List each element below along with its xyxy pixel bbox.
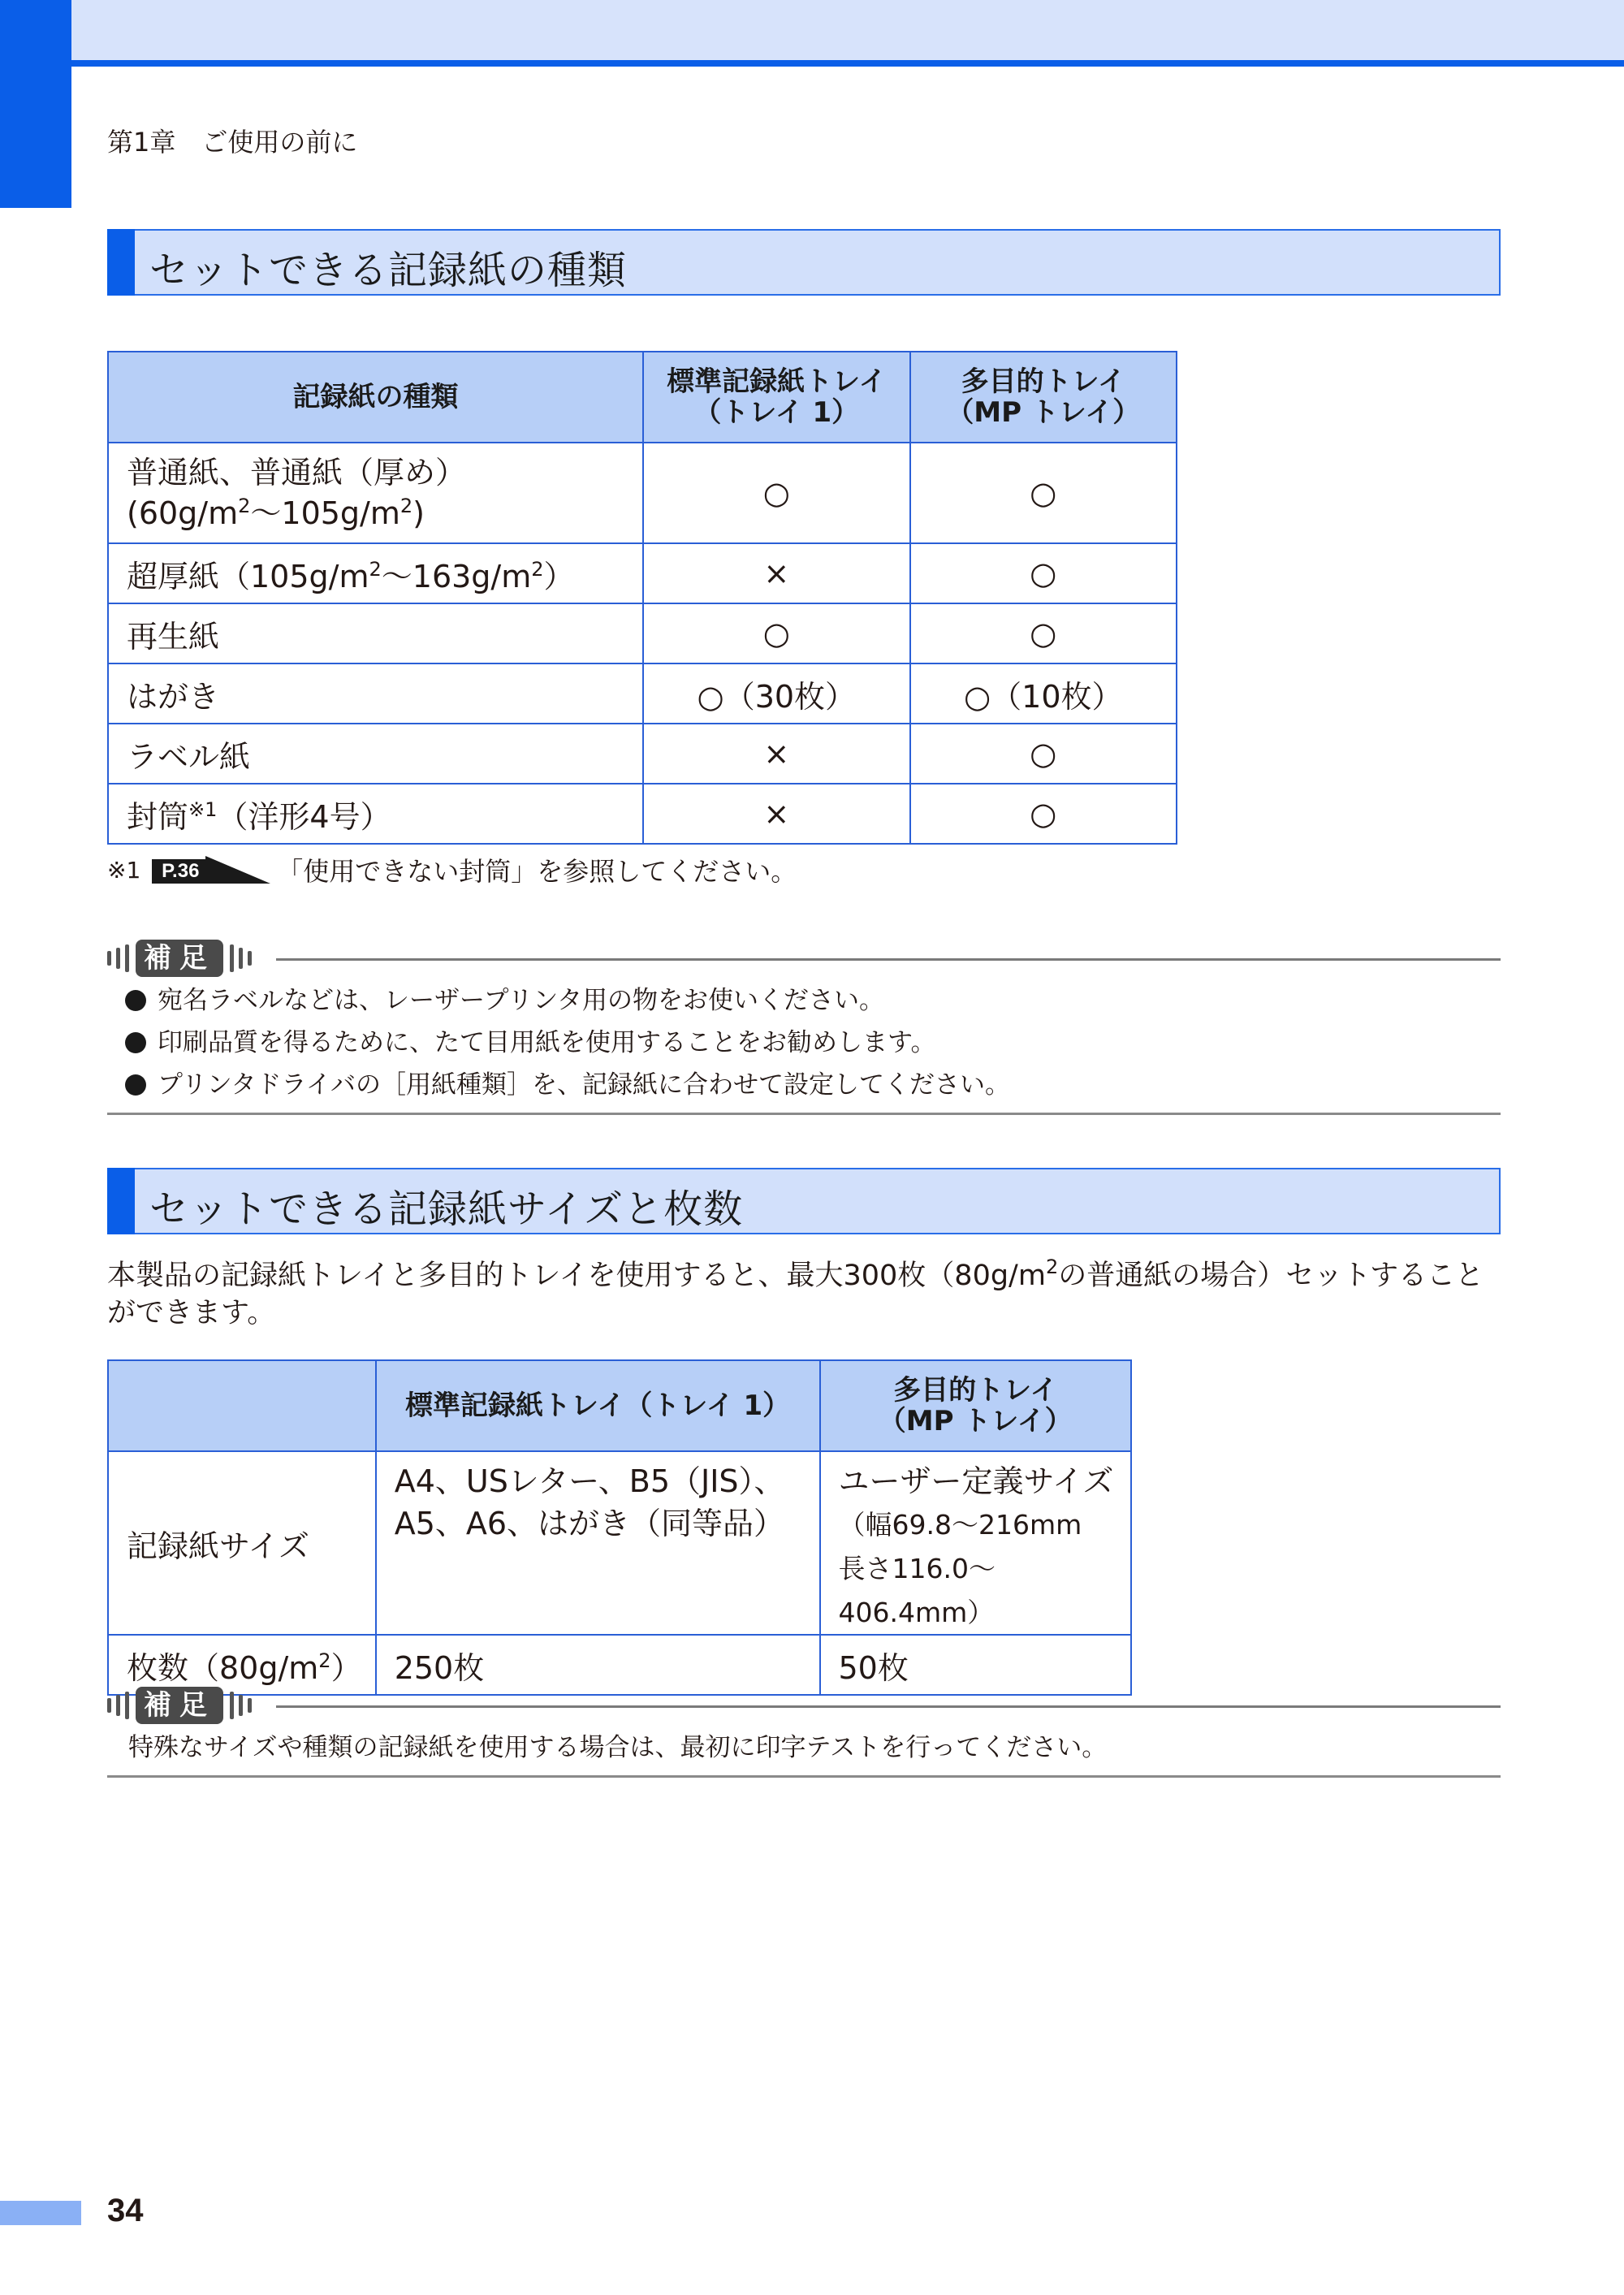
supplement-text: 特殊なサイズや種類の記録紙を使用する場合は、最初に印字テストを行ってください。 (128, 1733, 1108, 1762)
table-header-row (108, 352, 1177, 443)
cell-mp: ○ (910, 543, 1177, 603)
header-mp-tray: 多目的トレイ （MP トレイ） (910, 352, 1177, 443)
supplement-header (107, 1684, 1501, 1727)
divider (276, 958, 1501, 961)
cell-mp: ○（10枚） (910, 663, 1177, 724)
cell-paper-type: 封筒$^{※1}$（洋形4号） (108, 784, 643, 844)
footer-bar (0, 2201, 81, 2225)
cell-tray1: ○（30枚） (643, 663, 909, 724)
cell-tray1: 250枚 (376, 1635, 820, 1695)
cell-paper-type: 普通紙、普通紙（厚め） ($60g/m^2$〜$105g/m^2$) (108, 443, 643, 543)
table-row (108, 443, 1177, 543)
header-tray1: 標準記録紙トレイ（トレイ 1） (376, 1360, 820, 1451)
header-blank (108, 1360, 376, 1451)
cell-tray1: × (643, 724, 909, 784)
table-row (108, 543, 1177, 603)
cell-label: 記録紙サイズ (108, 1451, 376, 1635)
header-tray1: 標準記録紙トレイ （トレイ 1） (643, 352, 909, 443)
footnote-mark: ※1 (107, 856, 141, 884)
chapter-tab (0, 0, 71, 208)
chapter-title: 第1章 ご使用の前に (107, 127, 358, 158)
section-heading-paper-types (107, 229, 1501, 296)
cell-paper-type: ラベル紙 (108, 724, 643, 784)
cell-tray1: ○ (643, 603, 909, 663)
list-item: 宛名ラベルなどは、レーザープリンタ用の物をお使いください。 (107, 979, 1501, 1022)
cell-paper-type: 再生紙 (108, 603, 643, 663)
header-mp-tray: 多目的トレイ （MP トレイ） (820, 1360, 1132, 1451)
heading-bar (107, 1168, 135, 1234)
header-band (0, 0, 1624, 63)
table-header-row (108, 1360, 1131, 1451)
list-item: プリンタドライバの［用紙種類］を、記録紙に合わせて設定してください。 (107, 1064, 1501, 1106)
cell-paper-type: はがき (108, 663, 643, 724)
supplement-box (107, 1684, 1501, 1778)
divider (107, 1775, 1501, 1778)
cell-mp: ユーザー定義サイズ （幅69.8〜216mm 長さ116.0〜406.4mm） (820, 1451, 1132, 1635)
cell-tray1: × (643, 543, 909, 603)
cell-tray1: A4、USレター、B5（JIS）、 A5、A6、はがき（同等品） (376, 1451, 820, 1635)
header-paper-type: 記録紙の種類 (108, 352, 643, 443)
heading-bar (107, 229, 135, 296)
bullet-icon (125, 1032, 146, 1053)
table-row (108, 603, 1177, 663)
supplement-list (107, 979, 1501, 1106)
footnote-text: 「使用できない封筒」を参照してください。 (277, 856, 797, 887)
bullet-icon (125, 1074, 146, 1096)
supplement-box (107, 937, 1501, 1115)
cell-tray1: ○ (643, 443, 909, 543)
paper-size-table (107, 1359, 1132, 1696)
divider (107, 1113, 1501, 1115)
list-item: 印刷品質を得るために、たて目用紙を使用することをお勧めします。 (107, 1022, 1501, 1064)
supplement-header (107, 937, 1501, 979)
arrow-icon (205, 856, 270, 884)
cell-tray1: × (643, 784, 909, 844)
table-row (108, 724, 1177, 784)
section-title: セットできる記録紙サイズと枚数 (149, 1186, 744, 1232)
section-title: セットできる記録紙の種類 (149, 248, 628, 293)
table-row (108, 1451, 1131, 1635)
supplement-badge: 補足 (136, 1687, 223, 1724)
cell-mp: ○ (910, 443, 1177, 543)
cell-mp: ○ (910, 724, 1177, 784)
footnote (107, 851, 797, 888)
cell-label: 枚数$(80g/m^2)$ (108, 1635, 376, 1695)
bullet-icon (125, 990, 146, 1011)
table-row (108, 784, 1177, 844)
header-rule (0, 60, 1624, 67)
page-number: 34 (107, 2193, 144, 2228)
supplement-icon (107, 937, 252, 979)
cell-paper-type: 超厚紙（$105g/m^2$〜$163g/m^2$） (108, 543, 643, 603)
table-row (108, 663, 1177, 724)
paper-types-table (107, 351, 1177, 845)
page-reference-link[interactable] (152, 856, 272, 884)
page-ref-label: P.36 (152, 859, 209, 884)
supplement-badge: 補足 (136, 940, 223, 977)
supplement-icon (107, 1684, 252, 1727)
cell-mp: ○ (910, 784, 1177, 844)
cell-mp: ○ (910, 603, 1177, 663)
divider (276, 1705, 1501, 1708)
intro-paragraph: 本製品の記録紙トレイと多目的トレイを使用すると、最大300枚（$80g/m^2$の普通紙の場合）セットすることができます。 (107, 1256, 1484, 1329)
cell-mp: 50枚 (820, 1635, 1132, 1695)
section-heading-paper-sizes (107, 1168, 1501, 1234)
